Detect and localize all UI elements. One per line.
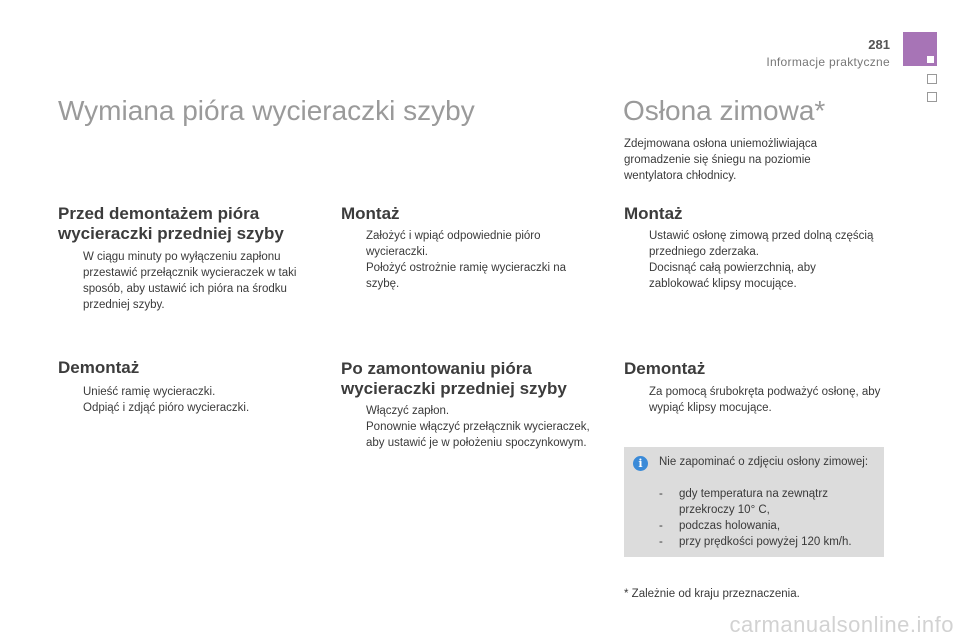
list-item: [58, 249, 308, 313]
section-tab-active[interactable]: [903, 32, 937, 66]
list-item: [341, 403, 596, 419]
wiper-removal-list: [58, 384, 308, 416]
dash-bullet: -: [659, 488, 663, 500]
info-note-text: Nie zapominać o zdjęciu osłony zimowej:: [659, 456, 869, 468]
section-label: Informacje praktyczne: [766, 55, 890, 69]
page-number: 281: [868, 37, 890, 52]
list-item: [341, 419, 596, 451]
watermark: carmanualsonline.info: [729, 612, 954, 637]
list-item-text: gdy temperatura na zewnątrz przekroczy 10° C,: [679, 488, 828, 516]
before-removal-list: [58, 249, 308, 313]
info-note-list: [659, 486, 881, 550]
list-item: [341, 228, 586, 260]
list-item: [624, 228, 879, 260]
dash-bullet: -: [659, 536, 663, 548]
footnote: * Zależnie od kraju przeznaczenia.: [624, 588, 800, 600]
list-item: [624, 260, 879, 292]
list-item: [659, 534, 881, 550]
list-item-text: Położyć ostrożnie ramię wycieraczki na szybę.: [366, 262, 567, 290]
list-item-text: Ustawić osłonę zimową przed dolną częścią przedniego zderzaka.: [649, 230, 874, 258]
list-item-text: Za pomocą śrubokręta podważyć osłonę, aby wypiąć klipsy mocujące.: [649, 386, 881, 414]
cover-removal-list: [624, 384, 884, 416]
after-install-list: [341, 403, 596, 451]
list-item-text: Unieść ramię wycieraczki.: [83, 386, 216, 398]
tab-marker-icon: [927, 56, 934, 63]
intro-paragraph: Zdejmowana osłona uniemożliwiająca gromadzenie się śniegu na poziomie wentylatora chłodnicy.: [624, 138, 818, 182]
wiper-install-list: [341, 228, 586, 292]
list-item-text: Założyć i wpiąć odpowiednie pióro wycieraczki.: [366, 230, 541, 258]
right-page-title: Osłona zimowa*: [623, 95, 826, 126]
section-tab-3[interactable]: [927, 92, 937, 102]
list-item-text: Odpiąć i zdjąć pióro wycieraczki.: [83, 402, 250, 414]
cover-install-heading: Montaż: [624, 204, 683, 223]
list-item-text: Ponownie włączyć przełącznik wycieraczek, aby ustawić je w położeniu spoczynkowym.: [366, 421, 590, 449]
after-install-heading-line1: Po zamontowaniu pióra: [341, 359, 532, 378]
left-page-title: Wymiana pióra wycieraczki szyby: [58, 95, 475, 126]
before-removal-heading: [58, 204, 328, 244]
list-item: [58, 400, 308, 416]
list-item: [58, 384, 308, 400]
list-item-text: W ciągu minuty po wyłączeniu zapłonu przestawić przełącznik wycieraczek w taki sposób, aby ustawić ich pióra na środku przedniej szyby.: [83, 251, 297, 311]
wiper-removal-heading: Demontaż: [58, 358, 140, 377]
before-removal-heading-line2: wycieraczki przedniej szyby: [58, 224, 284, 243]
after-install-heading: [341, 359, 616, 399]
info-icon: [633, 456, 648, 471]
list-item: [624, 384, 884, 416]
list-item: [341, 260, 586, 292]
info-note-box: [624, 447, 884, 557]
wiper-install-heading: Montaż: [341, 204, 400, 223]
list-item: [659, 486, 881, 518]
after-install-heading-line2: wycieraczki przedniej szyby: [341, 379, 567, 398]
list-item-text: przy prędkości powyżej 120 km/h.: [679, 536, 852, 548]
list-item-text: Docisnąć całą powierzchnią, aby zablokować klipsy mocujące.: [649, 262, 816, 290]
before-removal-heading-line1: Przed demontażem pióra: [58, 204, 260, 223]
dash-bullet: -: [659, 520, 663, 532]
cover-removal-heading: Demontaż: [624, 359, 706, 378]
list-item-text: Włączyć zapłon.: [366, 405, 450, 417]
section-tab-2[interactable]: [927, 74, 937, 84]
cover-install-list: [624, 228, 879, 292]
list-item: [659, 518, 881, 534]
list-item-text: podczas holowania,: [679, 520, 781, 532]
